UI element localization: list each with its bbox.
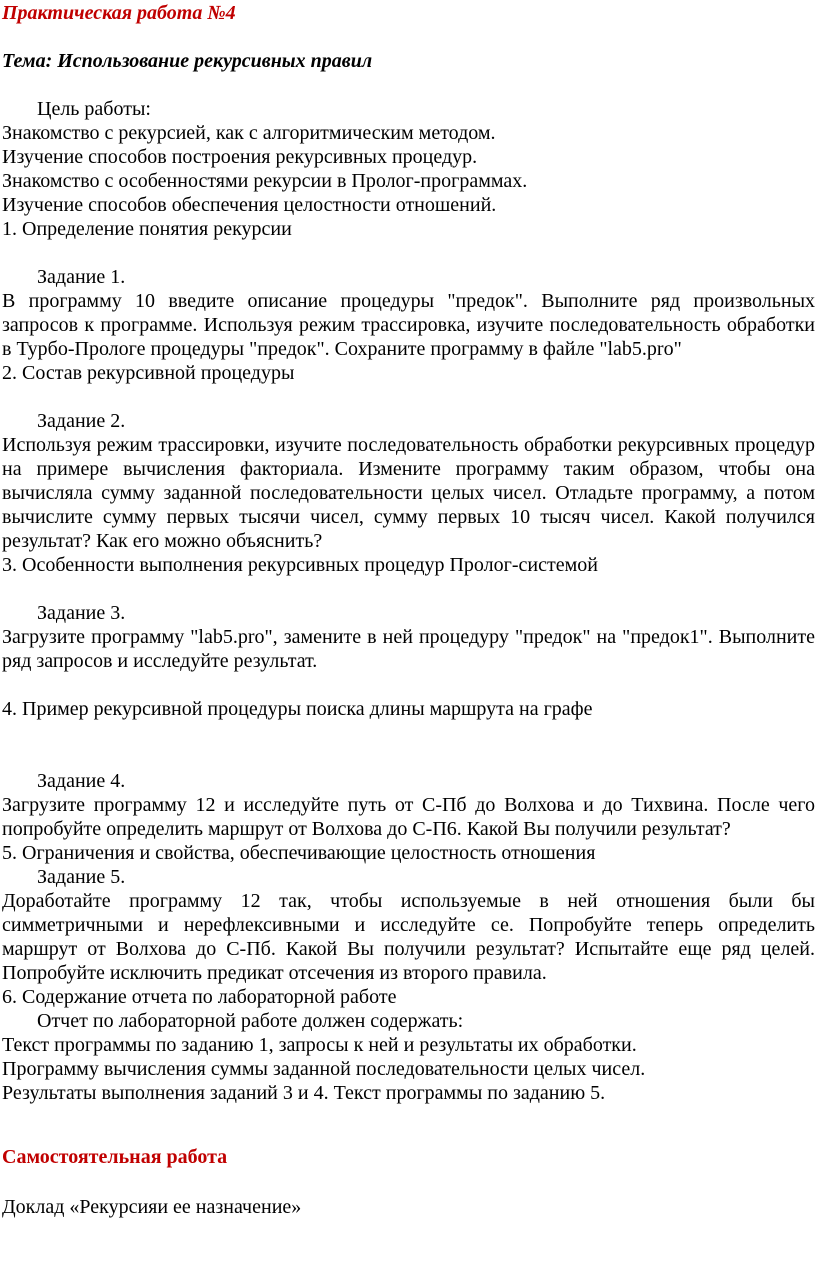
task2-text: Используя режим трассировки, изучите последовательность обработки рекурсивных процедур на примере вычисления факториала. Измените программу таким образом, чтобы она вычисляла сумму заданной последовательности целых чисел. Отладьте программу, а потом вычислите сумму первых тысячи чисел, сумму первых 10 тысяч чисел. Какой получился результат? Как его можно объяснить? <box>2 434 815 552</box>
task3-heading: Задание 3. <box>37 602 126 624</box>
section-heading-5: 5. Ограничения и свойства, обеспечивающие целостность отношения <box>2 842 596 864</box>
report-topic: Доклад «Рекурсияи ее назначение» <box>2 1196 302 1218</box>
report-heading: Отчет по лабораторной работе должен содержать: <box>37 1010 464 1032</box>
section-heading-2: 2. Состав рекурсивной процедуры <box>2 362 295 384</box>
report-item: Программу вычисления суммы заданной последовательности целых чисел. <box>2 1058 646 1080</box>
task5-heading: Задание 5. <box>37 866 126 888</box>
section-heading-6: 6. Содержание отчета по лабораторной работе <box>2 986 397 1008</box>
topic-heading: Тема: Использование рекурсивных правил <box>2 50 373 72</box>
section-heading-3: 3. Особенности выполнения рекурсивных процедур Пролог-системой <box>2 554 598 576</box>
report-item: Текст программы по заданию 1, запросы к ней и результаты их обработки. <box>2 1034 637 1056</box>
task1-text: В программу 10 введите описание процедуры "предок". Выполните ряд произвольных запросов к программе. Используя режим трассировка, изучите последовательность обработки в Турбо-Прологе процедуры "предок". Сохраните программу в файле "lab5.pro" <box>2 290 815 360</box>
independent-work-title: Самостоятельная работа <box>2 1146 228 1168</box>
goal-item: Знакомство с рекурсией, как с алгоритмическим методом. <box>2 122 496 144</box>
goal-heading: Цель работы: <box>37 98 151 120</box>
task2-heading: Задание 2. <box>37 410 126 432</box>
section-heading-4: 4. Пример рекурсивной процедуры поиска длины маршрута на графе <box>2 698 593 720</box>
document-title: Практическая работа №4 <box>2 2 236 24</box>
task4-text: Загрузите программу 12 и исследуйте путь от С-Пб до Волхова и до Тихвина. После чего попробуйте определить маршрут от Волхова до С-П6. Какой Вы получили результат? <box>2 794 815 840</box>
task3-text: Загрузите программу "lab5.pro", замените в ней процедуру "предок" на "предок1". Выполните ряд запросов и исследуйте результат. <box>2 626 815 672</box>
section-heading-1: 1. Определение понятия рекурсии <box>2 218 292 240</box>
goal-item: Изучение способов обеспечения целостности отношений. <box>2 194 497 216</box>
goal-item: Изучение способов построения рекурсивных процедур. <box>2 146 478 168</box>
task1-heading: Задание 1. <box>37 266 126 288</box>
report-item: Результаты выполнения заданий 3 и 4. Текст программы по заданию 5. <box>2 1082 606 1104</box>
goal-item: Знакомство с особенностями рекурсии в Пролог-программах. <box>2 170 528 192</box>
task5-text: Доработайте программу 12 так, чтобы используемые в ней отношения были бы симметричными и нерефлексивными и исследуйте се. Попробуйте теперь определить маршрут от Волхова до С-Пб. Какой Вы получили результат? Испытайте еще ряд целей. Попробуйте исключить предикат отсечения из второго правила. <box>2 890 815 984</box>
task4-heading: Задание 4. <box>37 770 126 792</box>
